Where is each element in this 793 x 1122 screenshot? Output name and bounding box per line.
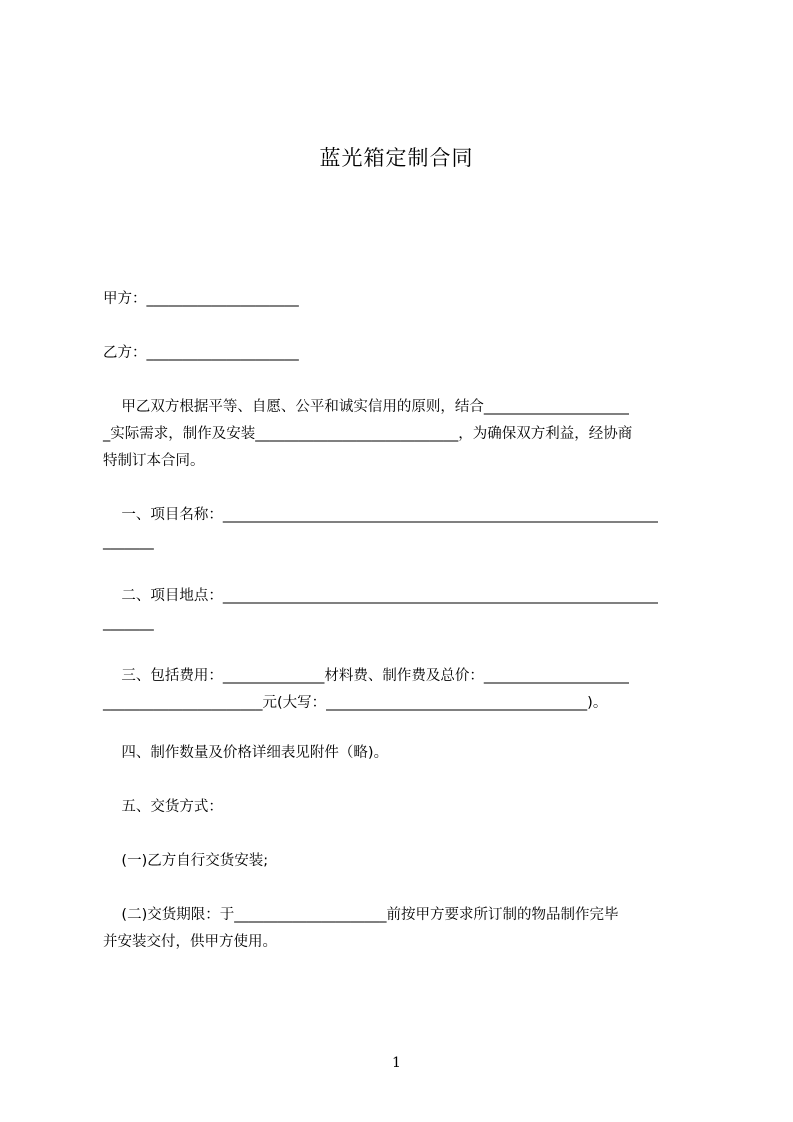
clause-3-line-1: 三、包括费用：______________材料费、制作费及总价：____________________ (103, 668, 629, 684)
clause-1-line-2: _______ (103, 534, 154, 550)
clause-3-line-2: ______________________元(大写：____________________________________)。 (103, 695, 608, 711)
clause-2-line-1: 二、项目地点：____________________________________________________________ (103, 588, 658, 604)
document-title: 蓝光箱定制合同 (319, 146, 474, 170)
party-b-line: 乙方：_____________________ (103, 345, 299, 361)
clause-2-line-2: _______ (103, 615, 154, 631)
page-number: 1 (392, 1055, 401, 1071)
clause-5-2-line-2: 并安装交付，供甲方使用。 (103, 934, 277, 950)
intro-paragraph-line-2: _实际需求，制作及安装____________________________，为确保双方利益，经协商 (103, 426, 633, 442)
party-a-line: 甲方：_____________________ (103, 291, 299, 307)
clause-1-line-1: 一、项目名称：____________________________________________________________ (103, 507, 658, 523)
intro-paragraph-line-3: 特制订本合同。 (103, 453, 205, 469)
clause-5-1: (一)乙方自行交货安装; (103, 853, 269, 869)
clause-5: 五、交货方式： (103, 799, 223, 815)
intro-paragraph-line-1: 甲乙双方根据平等、自愿、公平和诚实信用的原则，结合____________________ (103, 399, 629, 415)
clause-4: 四、制作数量及价格详细表见附件（略)。 (103, 745, 389, 761)
clause-5-2-line-1: (二)交货期限：于_____________________前按甲方要求所订制的物品制作完毕 (103, 907, 619, 923)
